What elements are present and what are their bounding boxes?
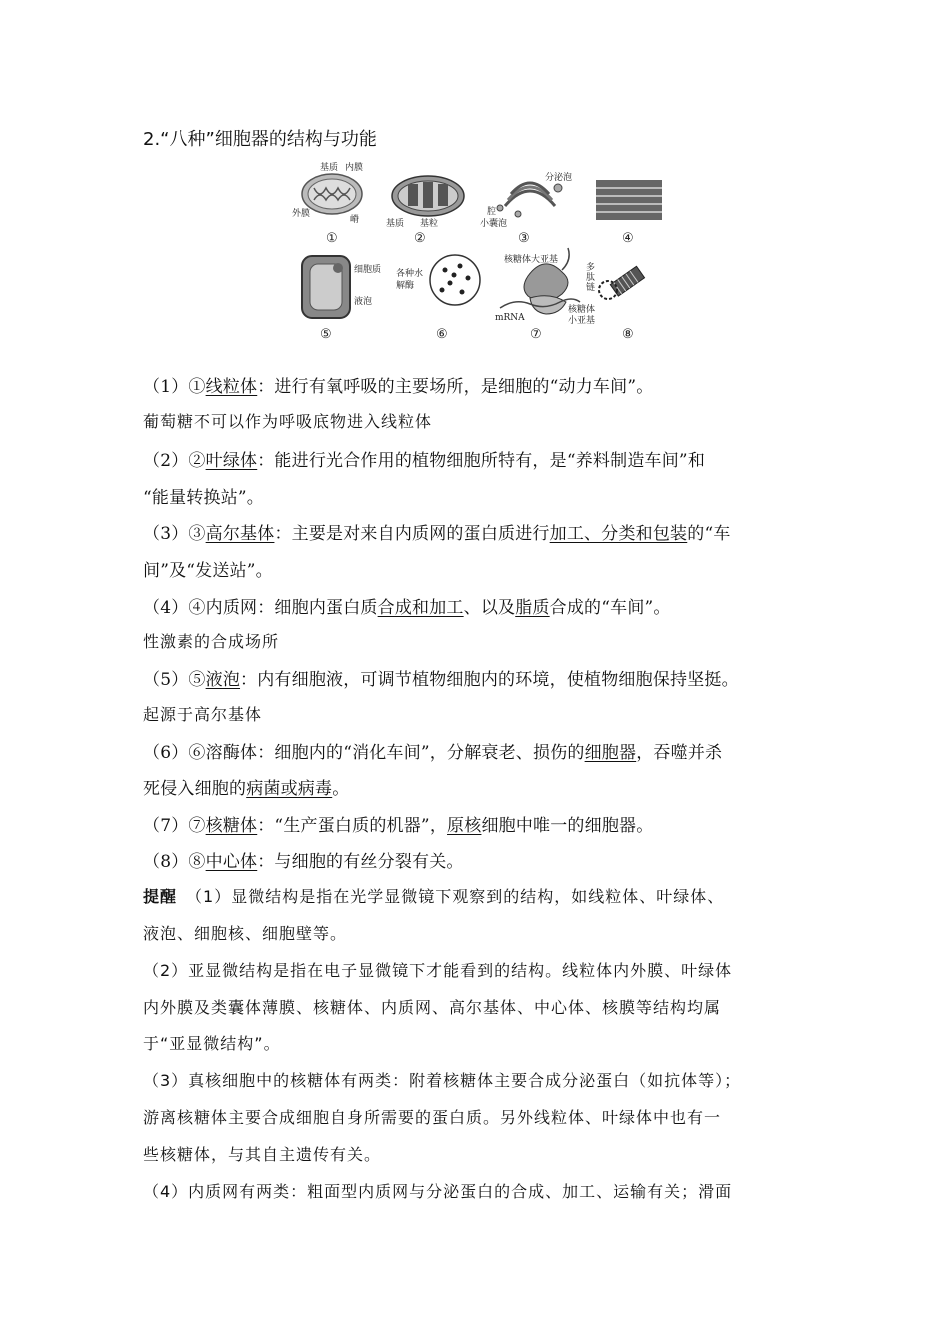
line-golgi-cont: 间”及“发送站”。: [143, 561, 273, 581]
num-7: ⑦: [530, 327, 542, 342]
label-duotailian-3: 链: [586, 283, 596, 293]
num-6: ⑥: [436, 327, 448, 342]
line-chloroplast-cont: “能量转换站”。: [143, 488, 264, 508]
label-xibaozhi: 细胞质: [354, 265, 382, 275]
tip-3-cont-1: 游离核糖体主要合成细胞自身所需要的蛋白质。另外线粒体、叶绿体中也有一: [143, 1108, 722, 1127]
label-mrna: mRNA: [495, 313, 525, 323]
label-duotailian-2: 肽: [586, 273, 596, 283]
line-chloroplast: （2）②叶绿体：能进行光合作用的植物细胞所特有，是“养料制造车间”和: [143, 451, 706, 471]
label-jizhi2: 基质: [386, 219, 405, 229]
label-ji: 嵴: [350, 215, 360, 225]
line-er: （4）④内质网：细胞内蛋白质合成和加工、以及脂质合成的“车间”。: [143, 598, 671, 618]
label-shuijiemei-2: 解酶: [396, 281, 415, 291]
tip-1-cont: 液泡、细胞核、细胞壁等。: [143, 924, 348, 943]
tip-2-cont-1: 内外膜及类囊体薄膜、核糖体、内质网、高尔基体、中心体、核膜等结构均属: [143, 998, 722, 1017]
label-neimo: 内膜: [345, 163, 364, 173]
label-waimo: 外膜: [292, 209, 311, 219]
label-duotailian-1: 多: [586, 263, 596, 273]
handwritten-note-2: 性激素的合成场所: [143, 632, 280, 651]
label-hetangti-xiao-2: 小亚基: [568, 316, 596, 326]
tip-2: （2）亚显微结构是指在电子显微镜下才能看到的结构。线粒体内外膜、叶绿体: [143, 961, 733, 980]
lysosome-image: [430, 255, 480, 305]
handwritten-note-1: 葡萄糖不可以作为呼吸底物进入线粒体: [143, 412, 433, 431]
label-hetangti-xiao-1: 核糖体: [568, 305, 596, 315]
num-8: ⑧: [622, 327, 634, 342]
organelle-figure: [290, 158, 675, 346]
label-fenmipao: 分泌泡: [545, 173, 573, 183]
num-2: ②: [414, 231, 426, 246]
chloroplast-image: [392, 176, 464, 216]
vacuole-cell-image: [302, 256, 350, 318]
line-lysosome: （6）⑥溶酶体：细胞内的“消化车间”，分解衰老、损伤的细胞器，吞噬并杀: [143, 743, 723, 763]
section-title: 2.“八种”细胞器的结构与功能: [143, 129, 377, 150]
tip-3: （3）真核细胞中的核糖体有两类：附着核糖体主要合成分泌蛋白（如抗体等）；: [143, 1071, 742, 1090]
label-yepao: 液泡: [354, 297, 373, 307]
label-qiang: 腔: [487, 207, 497, 217]
tip-3-cont-2: 些核糖体，与其自主遗传有关。: [143, 1145, 382, 1164]
golgi-image: [497, 183, 562, 217]
label-hetangti-da: 核糖体大亚基: [504, 255, 559, 265]
line-lysosome-cont: 死侵入细胞的病菌或病毒。: [143, 779, 350, 799]
num-3: ③: [518, 231, 530, 246]
er-image: [596, 180, 662, 220]
label-shuijiemei-1: 各种水: [396, 269, 424, 279]
num-5: ⑤: [320, 327, 332, 342]
handwritten-note-3: 起源于高尔基体: [143, 705, 263, 724]
tip-4: （4）内质网有两类：粗面型内质网与分泌蛋白的合成、加工、运输有关；滑面: [143, 1182, 733, 1201]
line-mitochondria: （1）①线粒体：进行有氧呼吸的主要场所，是细胞的“动力车间”。: [143, 377, 654, 397]
num-4: ④: [622, 231, 634, 246]
line-vacuole: （5）⑤液泡：内有细胞液，可调节植物细胞内的环境，使植物细胞保持坚挺。: [143, 670, 739, 690]
centrosome-image: [599, 266, 645, 299]
line-golgi: （3）③高尔基体：主要是对来自内质网的蛋白质进行加工、分类和包装的“车: [143, 524, 731, 544]
mitochondrion-image: [302, 174, 362, 214]
label-xiaonangpao: 小囊泡: [480, 219, 508, 229]
line-centrosome: （8）⑧中心体：与细胞的有丝分裂有关。: [143, 852, 464, 872]
tip-1: 提醒 （1）显微结构是指在光学显微镜下观察到的结构，如线粒体、叶绿体、: [143, 887, 725, 906]
organelle-diagram: [290, 158, 675, 346]
num-1: ①: [326, 231, 338, 246]
tip-2-cont-2: 于“亚显微结构”。: [143, 1034, 281, 1053]
label-jili: 基粒: [420, 219, 439, 229]
label-jizhi: 基质: [320, 163, 339, 173]
line-ribosome: （7）⑦核糖体：“生产蛋白质的机器”，原核细胞中唯一的细胞器。: [143, 816, 654, 836]
